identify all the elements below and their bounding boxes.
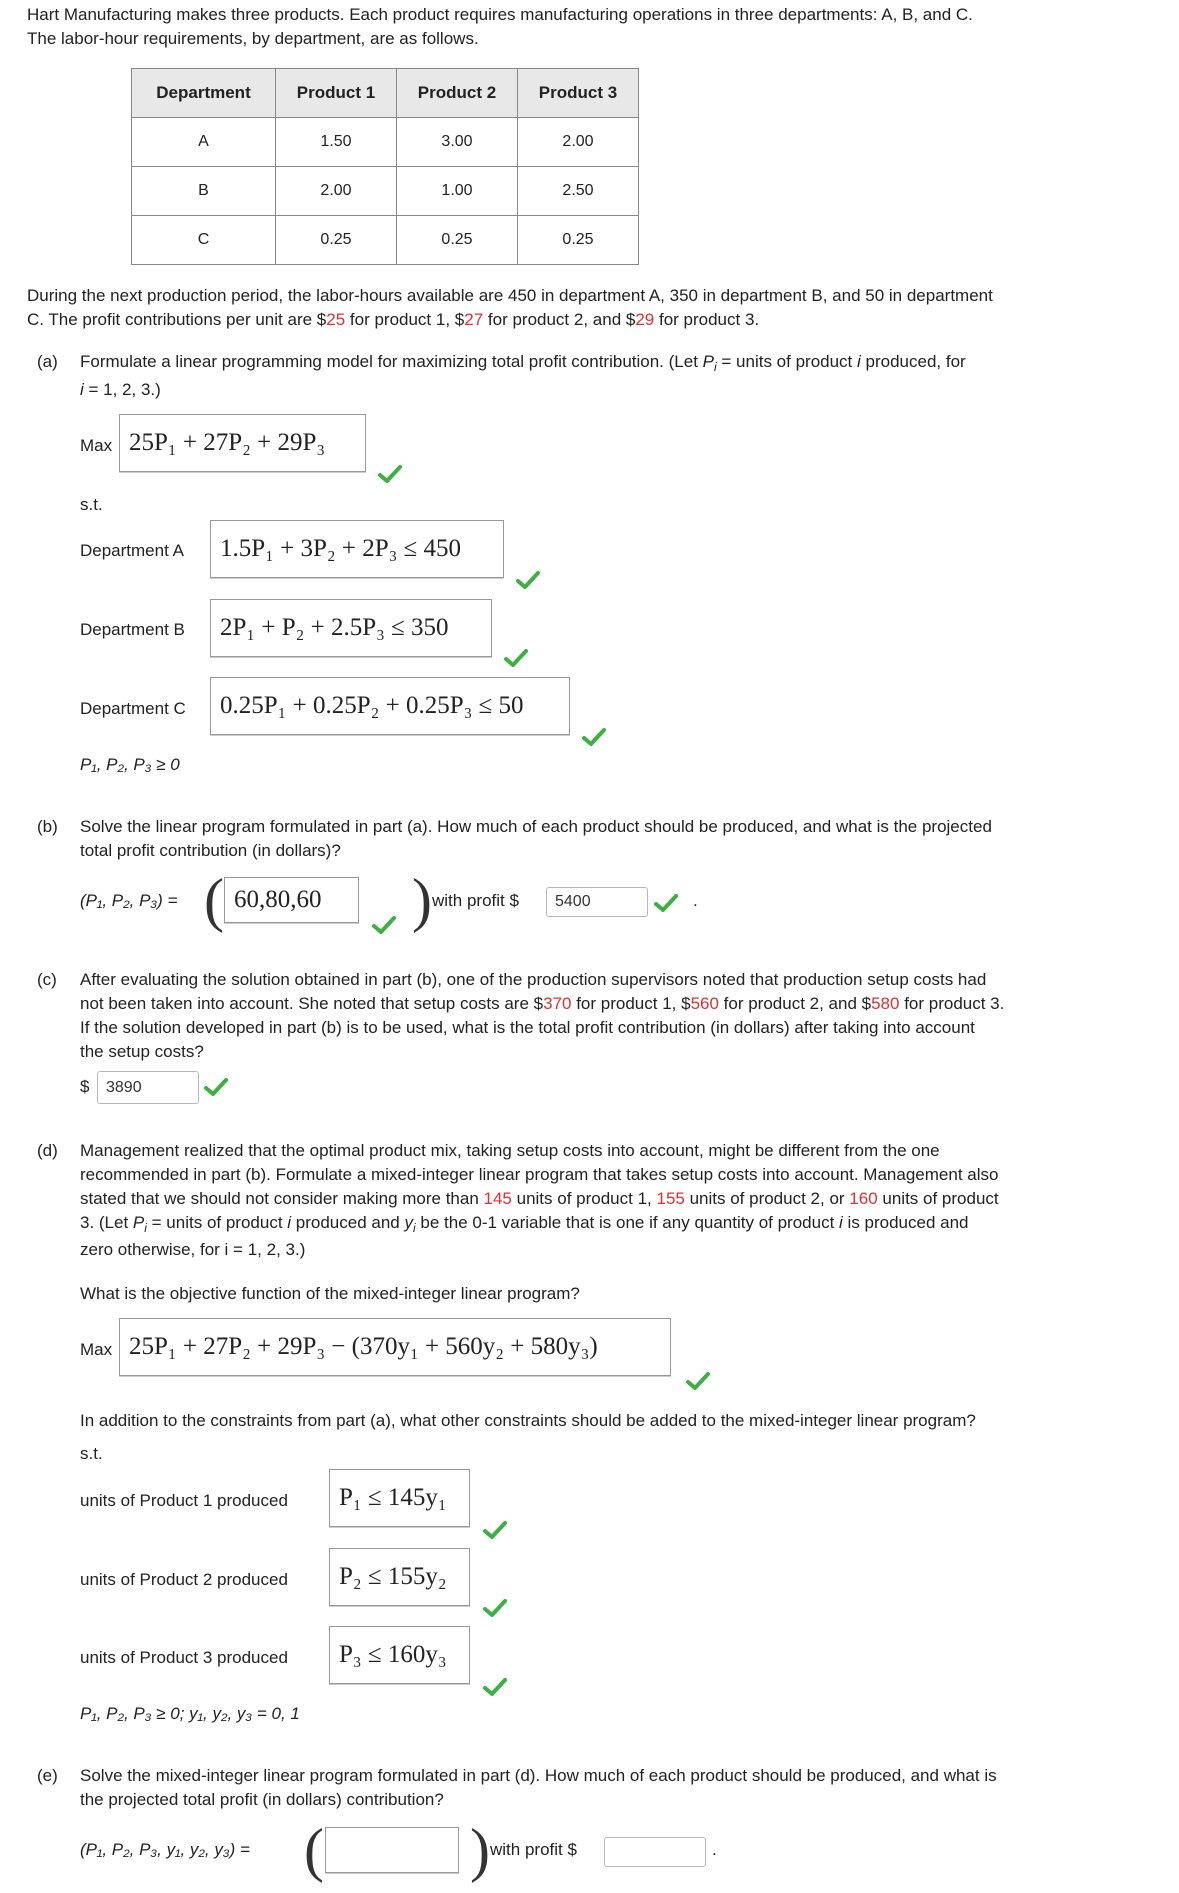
- check-icon: [504, 648, 528, 668]
- table-cell: 2.50: [518, 167, 639, 216]
- profit-input[interactable]: 5400: [546, 887, 648, 917]
- profit-label: with profit $: [490, 1840, 577, 1859]
- table-header: Product 3: [518, 69, 639, 118]
- text: for product 1, $: [345, 310, 465, 329]
- table-cell: 0.25: [397, 216, 518, 265]
- part-c-label: (c): [37, 970, 57, 989]
- profit-label: with profit $: [432, 891, 519, 910]
- table-cell: A: [132, 118, 276, 167]
- table-cell: 3.00: [397, 118, 518, 167]
- part-d-question-3: [80, 1187, 999, 1211]
- intro-line-2: The labor-hour requirements, by department, are as follows.: [27, 29, 479, 48]
- profit-p3: 29: [635, 310, 655, 329]
- left-paren: (: [204, 867, 224, 933]
- units-product-2-value: P₂ ≤ 155y₂: [339, 1563, 447, 1590]
- right-paren: ): [470, 1817, 490, 1883]
- table-header: Product 2: [397, 69, 518, 118]
- st-label: s.t.: [80, 495, 103, 514]
- text: produced, for: [860, 352, 966, 371]
- tuple-input[interactable]: [224, 877, 359, 923]
- check-icon: [483, 1677, 507, 1697]
- setup-cost-3: 580: [871, 994, 900, 1013]
- table-row: [132, 167, 639, 216]
- part-a-question-2: i = 1, 2, 3.): [80, 380, 161, 399]
- text: = units of product: [146, 1213, 288, 1232]
- constraints-question: In addition to the constraints from part (a), what other constraints should be added to the mixed-integer linear program?: [80, 1411, 976, 1430]
- part-e-question-2: the projected total profit (in dollars) contribution?: [80, 1790, 444, 1809]
- dept-a-input[interactable]: [210, 520, 504, 578]
- dept-b-label: Department B: [80, 620, 185, 639]
- check-icon: [372, 915, 396, 935]
- table-cell: B: [132, 167, 276, 216]
- units-product-3-input[interactable]: [329, 1626, 470, 1684]
- part-a-label: (a): [37, 352, 58, 371]
- text: = units of product: [716, 352, 858, 371]
- text: for product 3.: [654, 310, 760, 329]
- text: not been taken into account. She noted that setup costs are $: [80, 994, 544, 1013]
- text: Formulate a linear programming model for maximizing total profit contribution. (Let: [80, 352, 703, 371]
- right-paren: ): [412, 867, 432, 933]
- check-icon: [378, 464, 402, 484]
- table-cell: 1.50: [276, 118, 397, 167]
- text: units of product 2, or: [684, 1189, 850, 1208]
- text: C. The profit contributions per unit are $: [27, 310, 327, 329]
- labor-hours-table: [131, 68, 639, 265]
- table-header: Department: [132, 69, 276, 118]
- text: for product 2, and $: [718, 994, 872, 1013]
- dept-b-value: 2P₁ + P₂ + 2.5P₃ ≤ 350: [220, 614, 449, 641]
- dept-b-input[interactable]: [210, 599, 492, 657]
- max-units-1: 145: [483, 1189, 512, 1208]
- units-product-2-label: units of Product 2 produced: [80, 1570, 288, 1589]
- tuple-label: (P₁, P₂, P₃, y₁, y₂, y₃) =: [80, 1840, 250, 1859]
- para-line-1: During the next production period, the labor-hours available are 450 in department A, 350 in department B, and 50 in department: [27, 286, 993, 305]
- part-b-question-1: Solve the linear program formulated in part (a). How much of each product should be produced, and what is the projected: [80, 817, 992, 836]
- part-c-question-4: the setup costs?: [80, 1042, 204, 1061]
- dept-c-label: Department C: [80, 699, 186, 718]
- check-icon: [483, 1598, 507, 1618]
- para-line-2: [27, 308, 759, 332]
- dept-a-value: 1.5P₁ + 3P₂ + 2P₃ ≤ 450: [220, 535, 462, 562]
- check-icon: [516, 570, 540, 590]
- text: for product 1, $: [571, 994, 691, 1013]
- objective-input[interactable]: [119, 414, 366, 472]
- max-units-2: 155: [656, 1189, 685, 1208]
- text: = 1, 2, 3.): [83, 380, 161, 399]
- text: be the 0-1 variable that is one if any quantity of product: [415, 1213, 840, 1232]
- part-d-question-4: 3. (Let $P_i$ = units of product i produced and $y_i$ be the 0-1 variable that is one if any quantity of product i is produced and: [80, 1213, 969, 1235]
- text: stated that we should not consider making more than: [80, 1189, 484, 1208]
- units-product-1-label: units of Product 1 produced: [80, 1491, 288, 1510]
- part-e-label: (e): [37, 1766, 58, 1785]
- text: produced and: [291, 1213, 405, 1232]
- text: units of product 1,: [511, 1189, 657, 1208]
- text: 3. (Let: [80, 1213, 133, 1232]
- table-header: Product 1: [276, 69, 397, 118]
- period: .: [712, 1840, 717, 1859]
- nonneg-constraint: P₁, P₂, P₃ ≥ 0: [80, 755, 180, 774]
- tuple-label: (P₁, P₂, P₃) =: [80, 891, 178, 910]
- table-cell: 0.25: [518, 216, 639, 265]
- part-d-question-1: Management realized that the optimal product mix, taking setup costs into account, might be different from the one: [80, 1141, 940, 1160]
- table-row: [132, 118, 639, 167]
- intro-line-1: Hart Manufacturing makes three products. Each product requires manufacturing operations in three departments: A, B, and C.: [27, 5, 973, 24]
- table-cell: 1.00: [397, 167, 518, 216]
- part-d-label: (d): [37, 1141, 58, 1160]
- table-cell: 2.00: [518, 118, 639, 167]
- domain-constraint: P₁, P₂, P₃ ≥ 0; y₁, y₂, y₃ = 0, 1: [80, 1704, 300, 1723]
- max-label: Max: [80, 436, 113, 455]
- check-icon: [582, 727, 606, 747]
- units-product-1-input[interactable]: [329, 1469, 470, 1527]
- table-cell: C: [132, 216, 276, 265]
- part-e-question-1: Solve the mixed-integer linear program formulated in part (d). How much of each product should be produced, and what is: [80, 1766, 997, 1785]
- table-cell: 2.00: [276, 167, 397, 216]
- check-icon: [686, 1371, 710, 1391]
- table-cell: 0.25: [276, 216, 397, 265]
- units-product-1-value: P₁ ≤ 145y₁: [339, 1484, 447, 1511]
- table-header-row: [132, 69, 639, 118]
- units-product-3-label: units of Product 3 produced: [80, 1648, 288, 1667]
- part-c-question-2: [80, 992, 1004, 1016]
- part-b-question-2: total profit contribution (in dollars)?: [80, 841, 341, 860]
- units-product-3-value: P₃ ≤ 160y₃: [339, 1641, 447, 1668]
- left-paren: (: [304, 1817, 324, 1883]
- table-row: [132, 216, 639, 265]
- max-units-3: 160: [849, 1189, 878, 1208]
- dept-a-label: Department A: [80, 541, 184, 560]
- text: for product 3.: [899, 994, 1005, 1013]
- part-d-question-2: recommended in part (b). Formulate a mixed-integer linear program that takes setup costs into account. Management also: [80, 1165, 999, 1184]
- objective-question: What is the objective function of the mixed-integer linear program?: [80, 1284, 580, 1303]
- mip-profit-input[interactable]: [604, 1837, 706, 1867]
- dept-c-value: 0.25P₁ + 0.25P₂ + 0.25P₃ ≤ 50: [220, 692, 524, 719]
- part-d-question-5: zero otherwise, for i = 1, 2, 3.): [80, 1240, 306, 1259]
- part-c-question-3: If the solution developed in part (b) is to be used, what is the total profit contribution (in dollars) after taking into account: [80, 1018, 975, 1037]
- part-b-label: (b): [37, 817, 58, 836]
- objective-value: 25P₁ + 27P₂ + 29P₃: [129, 429, 326, 456]
- setup-cost-2: 560: [690, 994, 719, 1013]
- mip-objective-value: 25P₁ + 27P₂ + 29P₃ − (370y₁ + 560y₂ + 580y₃): [129, 1333, 598, 1360]
- check-icon: [483, 1520, 507, 1540]
- dollar-sign: $: [80, 1077, 90, 1096]
- text: for product 2, and $: [483, 310, 636, 329]
- part-c-question-1: After evaluating the solution obtained in part (b), one of the production supervisors noted that production setup costs had: [80, 970, 987, 989]
- dept-c-input[interactable]: [210, 677, 570, 735]
- period: .: [693, 891, 698, 910]
- setup-cost-1: 370: [543, 994, 572, 1013]
- check-icon: [204, 1077, 228, 1097]
- part-a-question-1: Formulate a linear programming model for maximizing total profit contribution. (Let $P_i$ = units of product i produced, for: [80, 352, 966, 374]
- units-product-2-input[interactable]: [329, 1548, 470, 1606]
- setup-profit-input[interactable]: 3890: [97, 1071, 199, 1104]
- profit-p1: 25: [326, 310, 346, 329]
- mip-tuple-input[interactable]: [325, 1827, 459, 1873]
- st-label: s.t.: [80, 1444, 103, 1463]
- check-icon: [654, 893, 678, 913]
- max-label: Max: [80, 1340, 113, 1359]
- tuple-value: 60,80,60: [234, 886, 322, 913]
- text: is produced and: [842, 1213, 969, 1232]
- text: units of product: [877, 1189, 999, 1208]
- mip-objective-input[interactable]: [119, 1318, 671, 1376]
- profit-p2: 27: [464, 310, 484, 329]
